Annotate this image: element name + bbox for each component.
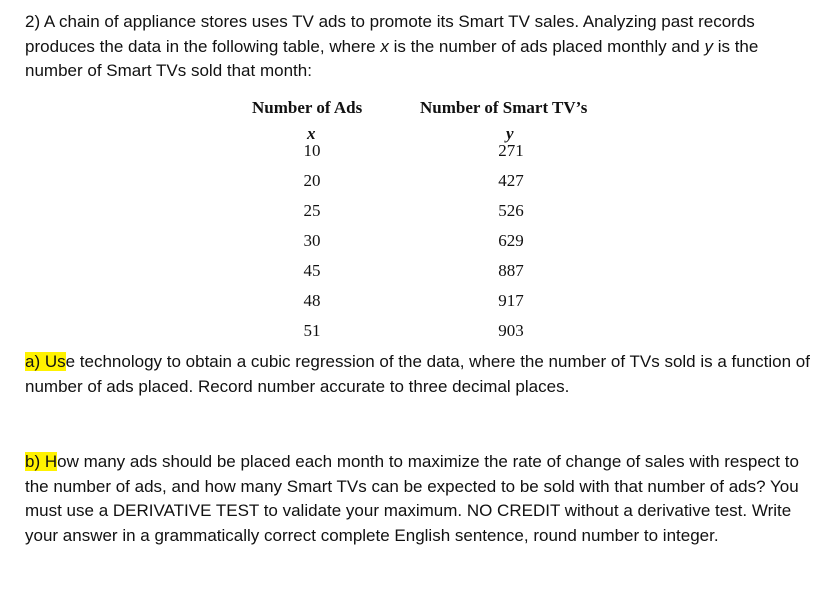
table-cell-x: 25 — [303, 201, 321, 220]
x-variable: x — [380, 36, 389, 56]
part-a-text: e technology to obtain a cubic regression of the data, where the number of TVs sold is a function of number of ads placed. Record number accurate to three decimal places. — [25, 352, 810, 396]
table-cell-x: 45 — [303, 261, 321, 280]
highlight-a: a) Us — [25, 352, 66, 371]
col2-variable: y — [506, 124, 514, 143]
table-cell-x: 10 — [303, 141, 321, 160]
intro-text-3: is the number of Smart TVs sold that month: — [25, 36, 759, 80]
question-part-a — [25, 349, 815, 399]
highlight-b: b) H — [25, 452, 58, 471]
col1-variable: x — [307, 124, 316, 143]
intro-text-1: 2) A chain of appliance stores uses TV ads to promote its Smart TV sales. Analyzing past records produces the data in the following table, where — [25, 12, 755, 56]
table-cell-x: 48 — [303, 291, 321, 310]
intro-text-2: is the number of ads placed monthly and — [388, 36, 705, 56]
col1-header: Number of Ads — [252, 98, 363, 117]
table-cell-y: 271 — [498, 141, 524, 160]
y-variable: y — [704, 36, 713, 56]
problem-statement — [25, 10, 815, 84]
table-cell-y: 629 — [498, 231, 524, 250]
table-cell-x: 30 — [303, 231, 321, 250]
table-cell-x: 20 — [303, 171, 321, 190]
table-cell-y: 903 — [498, 321, 524, 340]
col2-header: Number of Smart TV’s — [420, 98, 588, 117]
table-cell-y: 526 — [498, 201, 524, 220]
part-b-text: ow many ads should be placed each month to maximize the rate of change of sales with respect to the number of ads, and how many Smart TVs can be expected to be sold with that number of ads? You must use a DERIVATIVE TEST to validate your maximum. NO CREDIT without a derivative test. Write your answer in a grammatically correct complete English sentence, round number to integer. — [25, 452, 799, 545]
table-cell-x: 51 — [303, 321, 321, 340]
table-cell-y: 427 — [498, 171, 524, 190]
table-cell-y: 887 — [498, 261, 524, 280]
question-part-b — [25, 450, 815, 548]
table-cell-y: 917 — [498, 291, 524, 310]
